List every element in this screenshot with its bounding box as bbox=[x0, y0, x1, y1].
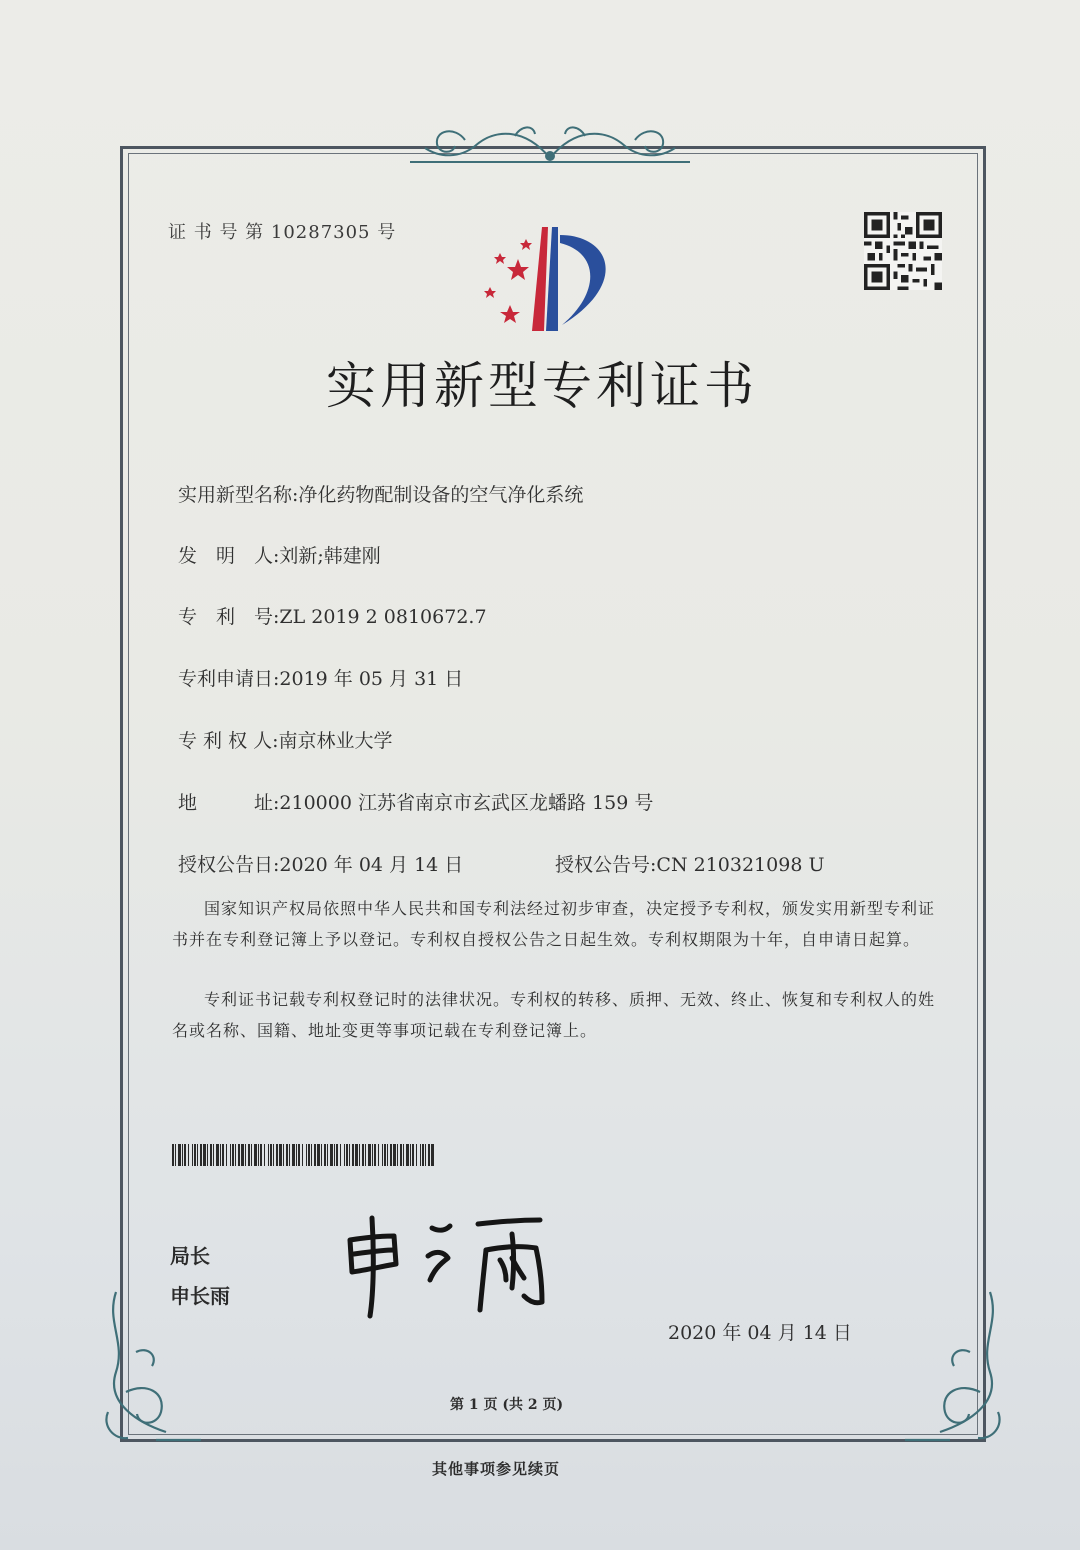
certificate-number: 证 书 号 第 10287305 号 bbox=[168, 222, 397, 243]
filing-date-label: 专利申请日: bbox=[178, 668, 280, 690]
grant-paragraph: 国家知识产权局依照中华人民共和国专利法经过初步审查，决定授予专利权，颁发实用新型专利证书并在专利登记簿上予以登记。专利权自授权公告之日起生效。专利权期限为十年，自申请日起算。 bbox=[172, 899, 936, 949]
inventor-row bbox=[178, 541, 381, 568]
qr-code bbox=[864, 212, 942, 290]
announce-date-row bbox=[178, 850, 463, 877]
patentee-label: 专 利 权 人: bbox=[178, 730, 279, 752]
announce-number-value: CN 210321098 U bbox=[656, 854, 825, 876]
address-value: 210000 江苏省南京市玄武区龙蟠路 159 号 bbox=[279, 792, 654, 814]
address-label: 地 址: bbox=[178, 792, 280, 814]
announce-number-row bbox=[555, 850, 824, 877]
continuation-note: 其他事项参见续页 bbox=[432, 1460, 561, 1478]
certificate-title: 实用新型专利证书 bbox=[326, 357, 758, 415]
patentee-value: 南京林业大学 bbox=[278, 730, 393, 752]
director-title: 局长 bbox=[170, 1244, 210, 1268]
issue-date: 2020 年 04 月 14 日 bbox=[668, 1322, 852, 1344]
announce-date-label: 授权公告日: bbox=[178, 854, 280, 876]
director-signature bbox=[336, 1210, 566, 1320]
utility-model-name-value: 净化药物配制设备的空气净化系统 bbox=[298, 484, 584, 506]
utility-model-name-label: 实用新型名称: bbox=[178, 484, 299, 506]
filing-date-row bbox=[178, 664, 463, 691]
patentee-row bbox=[178, 726, 393, 753]
address-row bbox=[178, 788, 653, 815]
inventor-value: 刘新;韩建刚 bbox=[279, 545, 381, 567]
bottom-right-ornament bbox=[900, 1282, 1010, 1452]
page-indicator: 第 1 页 (共 2 页) bbox=[450, 1397, 564, 1413]
inventor-label: 发 明 人: bbox=[178, 545, 280, 567]
patent-number-row bbox=[178, 602, 487, 629]
patent-number-label: 专 利 号: bbox=[178, 606, 280, 628]
director-name: 申长雨 bbox=[170, 1284, 230, 1308]
barcode bbox=[172, 1144, 434, 1166]
cnipa-logo bbox=[470, 213, 630, 337]
legal-status-paragraph: 专利证书记载专利权登记时的法律状况。专利权的转移、质押、无效、终止、恢复和专利权人的姓名或名称、国籍、地址变更等事项记载在专利登记簿上。 bbox=[172, 990, 936, 1040]
announce-date-value: 2020 年 04 月 14 日 bbox=[279, 854, 464, 876]
announce-number-label: 授权公告号: bbox=[555, 854, 657, 876]
top-ornament bbox=[405, 118, 695, 170]
filing-date-value: 2019 年 05 月 31 日 bbox=[279, 668, 464, 690]
utility-model-name-row bbox=[178, 480, 583, 507]
patent-number-value: ZL 2019 2 0810672.7 bbox=[279, 606, 487, 628]
